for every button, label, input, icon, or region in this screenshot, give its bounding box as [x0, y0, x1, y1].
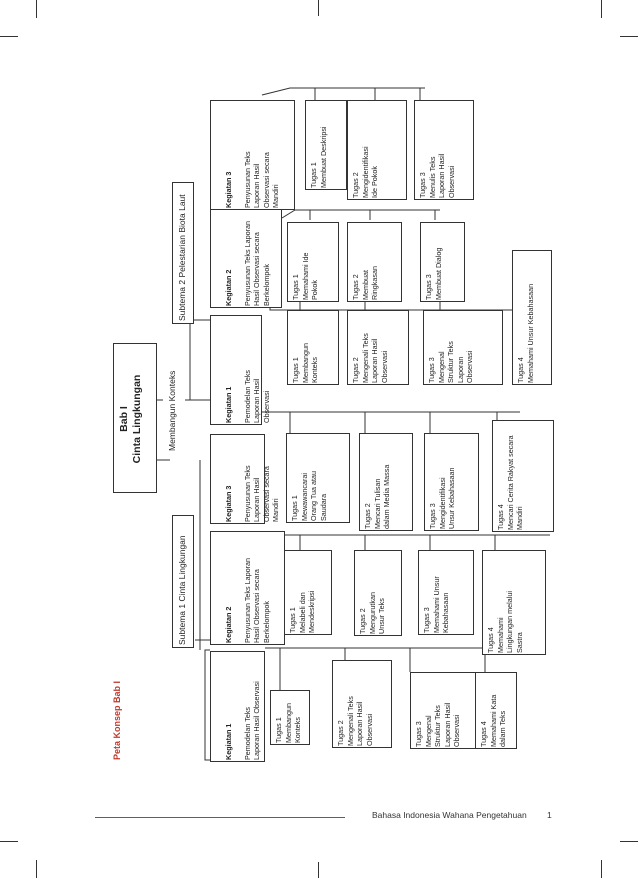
root-box	[113, 343, 157, 493]
s2-k2-task-1-text: Tugas 1 Memahami Ide Pokok	[291, 252, 319, 300]
s1-k2-task-3	[418, 550, 474, 635]
s1-k1-body: Pemodelan Teks Laporan Hasil Observasi	[242, 681, 261, 760]
s2-k2-task-2-text: Tugas 2 Membuat Ringkasan	[351, 266, 379, 300]
s2-k2-task-2	[347, 222, 402, 302]
s2-kegiatan-2	[210, 196, 282, 308]
s1-k1-task-3-text: Tugas 3 Mengenal Struktur Teks Laporan Hasil Observasi	[414, 702, 461, 747]
s2-k3-task-2-text: Tugas 2 Mengidentifikasi Ide Pokok	[351, 146, 379, 198]
s2-k1-task-4-text: Tugas 4 Memahami Unsur Kebahasaan	[516, 283, 535, 383]
s2-k1-task-2-text: Tugas 2 Mengenali Teks Laporan Hasil Observasi	[351, 333, 389, 383]
s2-k1-head: Kegiatan 1	[223, 386, 233, 423]
s1-k3-task-2	[359, 433, 413, 531]
s2-k1-task-3-text: Tugas 3 Mengenal Struktur Teks Laporan Observasi	[427, 341, 474, 383]
s1-k2-task-2	[354, 550, 402, 636]
s2-k1-task-1	[287, 310, 339, 385]
s1-k1-head: Kegiatan 1	[223, 723, 233, 760]
s1-k3-task-2-text: Tugas 2 Mencari Tulisan dalam Media Massa	[363, 464, 391, 529]
s1-k1-task-4-text: Tugas 4 Memahami Kata dalam Teks	[479, 694, 507, 747]
s1-kegiatan-2	[210, 531, 285, 645]
subtheme-2-box	[172, 182, 194, 324]
s1-kegiatan-1	[210, 651, 265, 762]
s2-k1-task-2	[347, 310, 409, 385]
s2-k2-task-3-text: Tugas 3 Membuat Dialog	[424, 247, 443, 300]
s2-k1-task-4	[512, 250, 552, 385]
s1-k2-task-4	[482, 550, 546, 655]
s2-k2-head: Kegiatan 2	[223, 269, 233, 306]
membangun-konteks-box	[163, 357, 185, 455]
s1-kegiatan-3	[210, 434, 280, 524]
s1-k3-task-1-text: Tugas 1 Mewawancarai Orang Tua atau Saudara	[290, 471, 328, 521]
s2-k2-task-3	[420, 222, 465, 302]
s2-k3-task-1	[305, 100, 347, 190]
s2-k3-task-3-text: Tugas 3 Menulis Teks Laporan Hasil Observasi	[418, 153, 456, 198]
s2-kegiatan-1	[210, 315, 271, 425]
s2-k2-body: Penyusunan Teks Laporan Hasil Observasi secara Berkelompok	[242, 221, 271, 306]
s1-k3-task-3-text: Tugas 3 Mengidentifikasi Unsur Kebahasaan	[428, 467, 456, 529]
s1-k2-head: Kegiatan 2	[223, 606, 233, 643]
s1-k3-task-4-text: Tugas 4 Mencari Cerita Rakyat secara Mandiri	[496, 435, 524, 530]
s1-k3-task-3	[424, 433, 479, 531]
s1-k3-task-4	[492, 420, 554, 532]
s1-k2-task-2-text: Tugas 2 Mengurutkan Unsur Teks	[358, 592, 386, 634]
s2-k3-body: Penyusunan Teks Laporan Hasil Observasi secara Mandiri	[242, 151, 280, 208]
s1-k1-task-1-text: Tugas 1 Membangun Konteks	[274, 703, 302, 743]
s1-k2-task-1	[284, 550, 332, 635]
s2-k2-task-1	[287, 222, 339, 302]
s1-k2-body: Penyusunan Teks Laporan Hasil Observasi secara Berkelompok	[242, 558, 271, 643]
s2-k3-task-2	[347, 100, 407, 200]
s1-k3-task-1	[286, 433, 350, 523]
s1-k1-task-4	[475, 672, 517, 749]
subtheme-1-box	[172, 515, 194, 648]
s1-k2-task-1-text: Tugas 1 Melabeli dan Mendeskripsi	[288, 590, 316, 633]
s2-k3-task-1-text: Tugas 1 Membuat Deskripsi	[309, 126, 328, 188]
s2-kegiatan-3	[210, 100, 295, 210]
membangun-konteks-label: Membangun Konteks	[167, 370, 177, 451]
s2-k1-task-3	[423, 310, 503, 385]
s2-k3-head: Kegiatan 3	[223, 171, 233, 208]
s1-k2-task-3-text: Tugas 3 Memahami Unsur Kebahasaan	[422, 576, 450, 633]
side-label: Peta Konsep Bab I	[112, 680, 122, 760]
footer-rule	[95, 817, 345, 818]
s1-k3-body: Penyusunan Teks Laporan Hasil Observasi secara Mandiri	[242, 465, 280, 522]
page-number: 1	[547, 810, 552, 820]
s1-k1-task-2	[332, 660, 392, 748]
root-title: Bab I Cinta Lingkungan	[118, 374, 143, 464]
subtheme-2-label: Subtema 2 Pelestarian Biota Laut	[177, 194, 187, 321]
s2-k3-task-3	[414, 100, 474, 200]
s1-k3-head: Kegiatan 3	[223, 485, 233, 522]
s1-k1-task-2-text: Tugas 2 Mengenali Teks Laporan Hasil Observasi	[336, 696, 374, 746]
footer-text: Bahasa Indonesia Wahana Pengetahuan	[372, 810, 527, 820]
subtheme-1-label: Subtema 1 Cinta Lingkungan	[177, 535, 187, 645]
s2-k1-task-1-text: Tugas 1 Membangun Konteks	[291, 343, 319, 383]
s2-k1-body: Pemodelan Teks Laporan Hasil Observasi	[242, 369, 271, 423]
s1-k2-task-4-text: Tugas 4 Memahami Lingkungan melalui Sastra	[486, 591, 524, 653]
s1-k1-task-1	[270, 690, 310, 745]
